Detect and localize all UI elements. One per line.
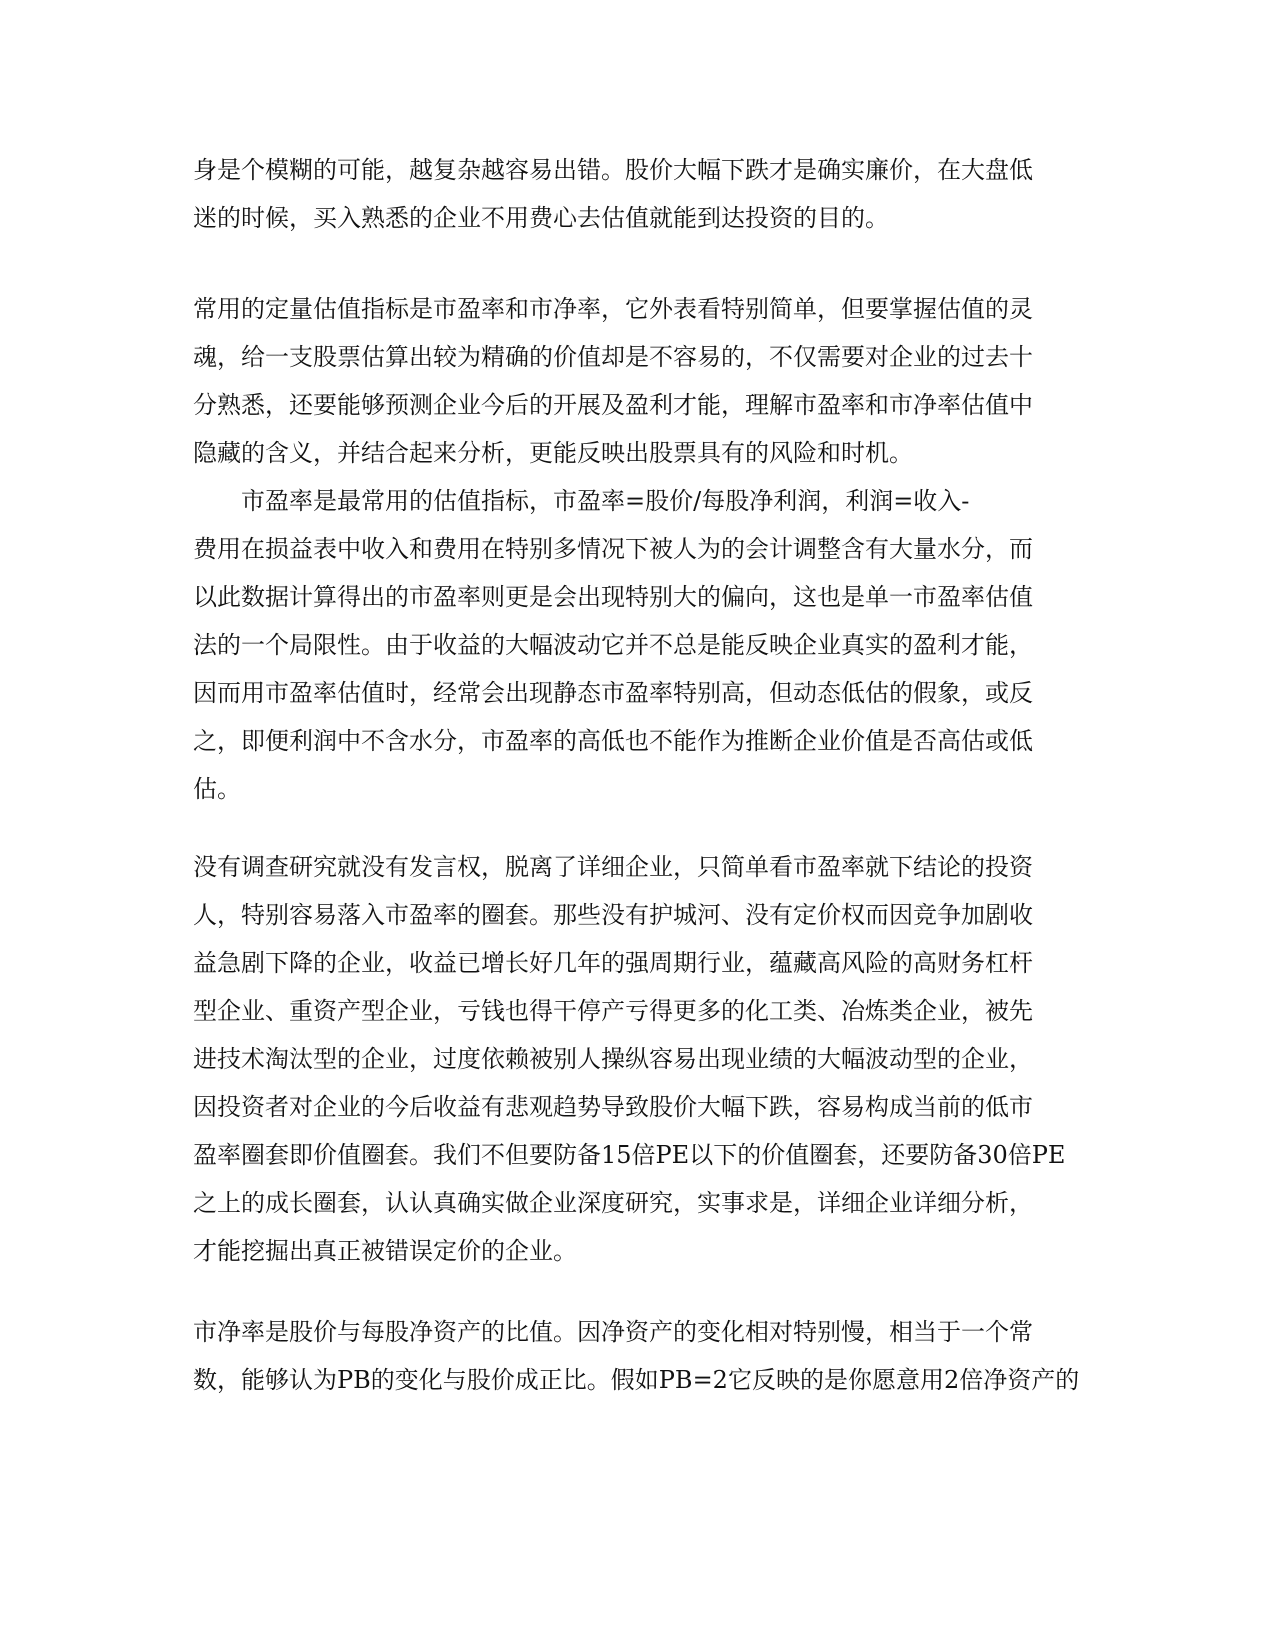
text-line: 数，能够认为PB的变化与股价成正比。假如PB=2它反映的是你愿意用2倍净资产的: [193, 1366, 1080, 1394]
text-line: 隐藏的含义，并结合起来分析，更能反映出股票具有的风险和时机。: [193, 439, 913, 467]
paragraph-3: [193, 843, 1083, 1275]
text-line: 才能挖掘出真正被错误定价的企业。: [193, 1237, 577, 1265]
text-line: 因而用市盈率估值时，经常会出现静态市盈率特别高，但动态低估的假象，或反: [193, 679, 1033, 707]
text-line: 以此数据计算得出的市盈率则更是会出现特别大的偏向，这也是单一市盈率估值: [193, 583, 1033, 611]
text-line: 之上的成长圈套，认认真确实做企业深度研究，实事求是，详细企业详细分析，: [193, 1189, 1033, 1217]
text-line-indented: 市盈率是最常用的估值指标，市盈率=股价/每股净利润，利润=收入-: [241, 487, 970, 515]
text-line: 型企业、重资产型企业，亏钱也得干停产亏得更多的化工类、冶炼类企业，被先: [193, 997, 1033, 1025]
text-line: 因投资者对企业的今后收益有悲观趋势导致股价大幅下跌，容易构成当前的低市: [193, 1093, 1033, 1121]
text-line: 估。: [193, 775, 241, 803]
text-line: 迷的时候，买入熟悉的企业不用费心去估值就能到达投资的目的。: [193, 204, 889, 232]
text-line: 盈率圈套即价值圈套。我们不但要防备15倍PE以下的价值圈套，还要防备30倍PE: [193, 1141, 1066, 1169]
paragraph-1: [193, 146, 1083, 242]
text-line: 魂，给一支股票估算出较为精确的价值却是不容易的，不仅需要对企业的过去十: [193, 343, 1033, 371]
text-line: 益急剧下降的企业，收益已增长好几年的强周期行业，蕴藏高风险的高财务杠杆: [193, 949, 1033, 977]
text-line: 进技术淘汰型的企业，过度依赖被别人操纵容易出现业绩的大幅波动型的企业，: [193, 1045, 1033, 1073]
text-line: 之，即便利润中不含水分，市盈率的高低也不能作为推断企业价值是否高估或低: [193, 727, 1033, 755]
text-line: 常用的定量估值指标是市盈率和市净率，它外表看特别简单，但要掌握估值的灵: [193, 295, 1033, 323]
text-line: 没有调查研究就没有发言权，脱离了详细企业，只简单看市盈率就下结论的投资: [193, 853, 1033, 881]
text-line: 身是个模糊的可能，越复杂越容易出错。股价大幅下跌才是确实廉价，在大盘低: [193, 156, 1033, 184]
text-line: 市净率是股价与每股净资产的比值。因净资产的变化相对特别慢，相当于一个常: [193, 1318, 1033, 1346]
text-line: 人，特别容易落入市盈率的圈套。那些没有护城河、没有定价权而因竞争加剧收: [193, 901, 1033, 929]
text-line: 法的一个局限性。由于收益的大幅波动它并不总是能反映企业真实的盈利才能，: [193, 631, 1033, 659]
paragraph-4: [193, 1308, 1083, 1404]
text-line: 费用在损益表中收入和费用在特别多情况下被人为的会计调整含有大量水分，而: [193, 535, 1033, 563]
paragraph-2: [193, 285, 1083, 813]
text-line: 分熟悉，还要能够预测企业今后的开展及盈利才能，理解市盈率和市净率估值中: [193, 391, 1033, 419]
